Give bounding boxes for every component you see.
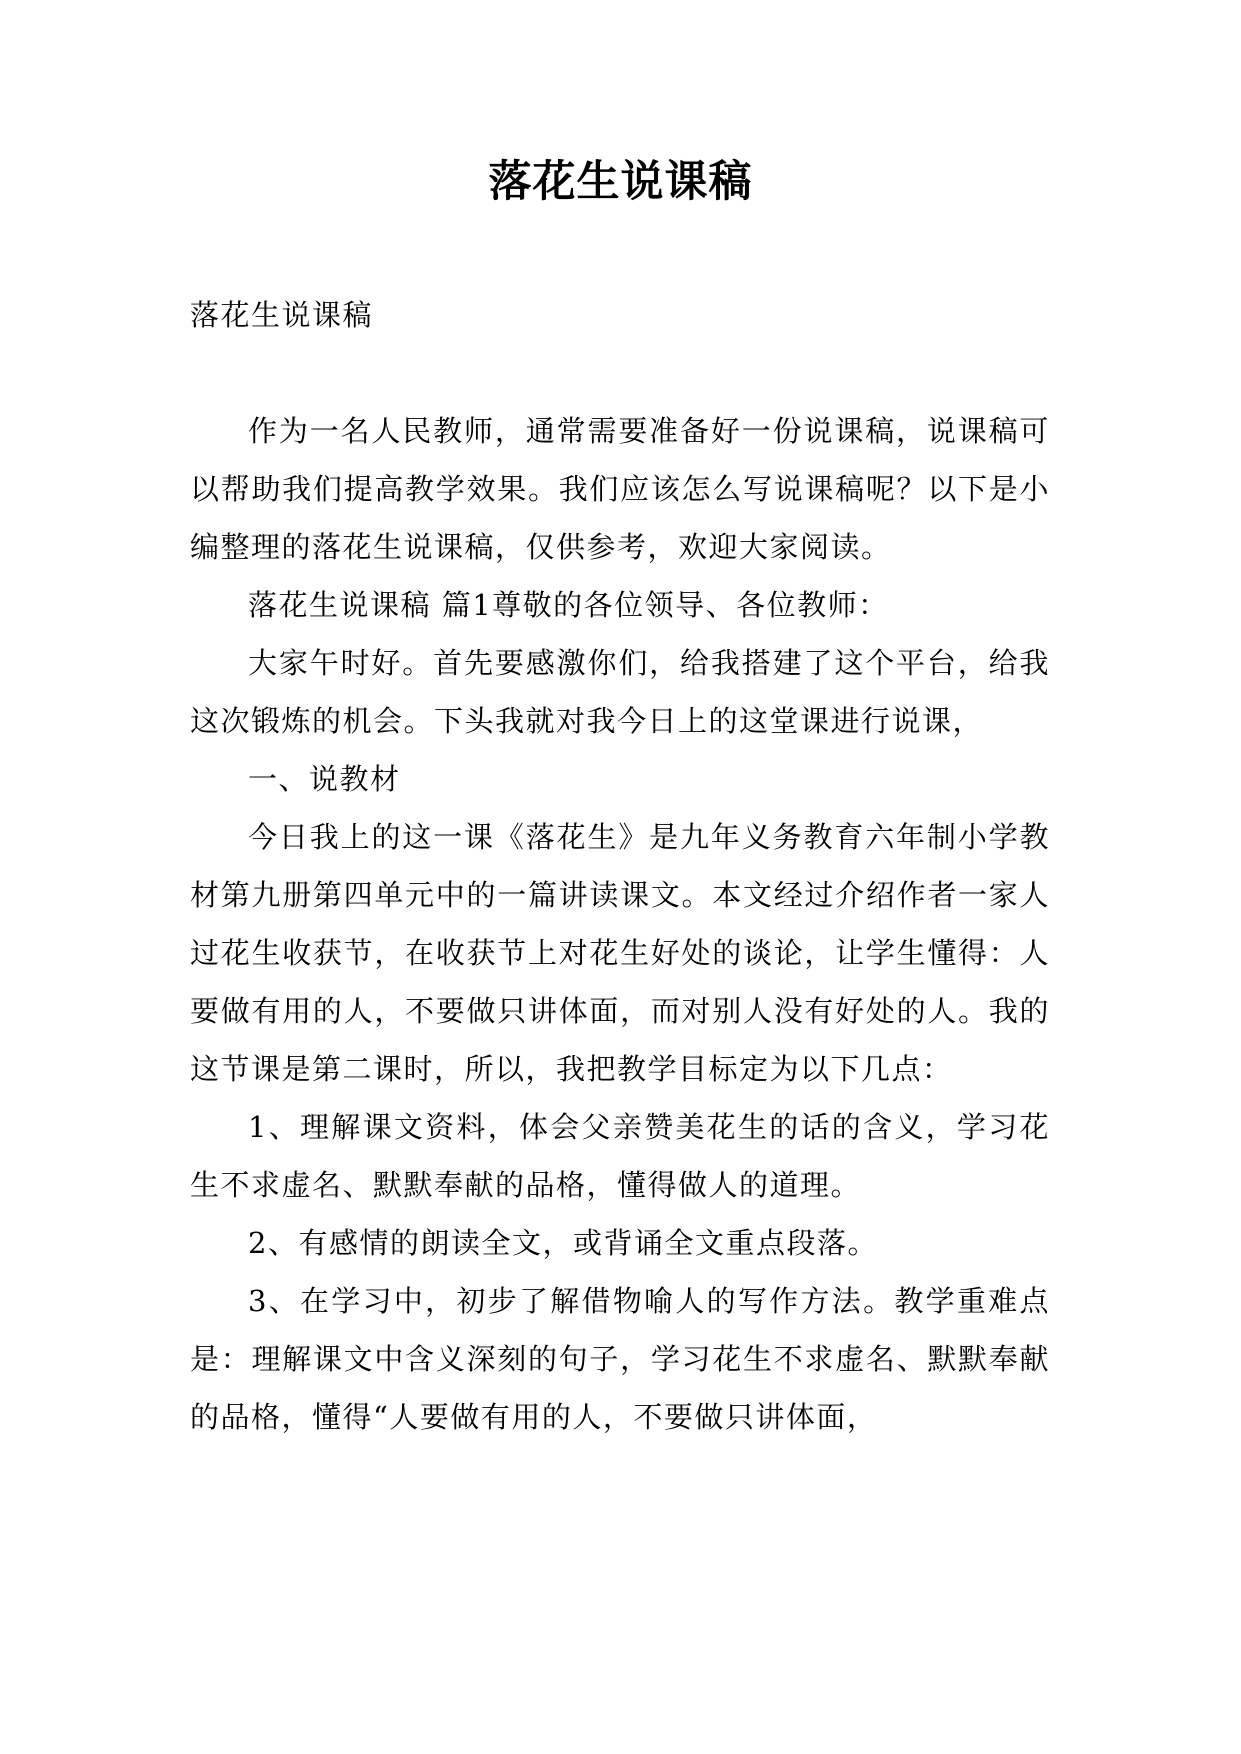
document-body [190, 402, 1050, 1446]
paragraph-opening: 大家午时好。首先要感激你们，给我搭建了这个平台，给我这次锻炼的机会。下头我就对我今日上的这堂课进行说课， [190, 646, 1050, 738]
goal-item-2: 2、有感情的朗读全文，或背诵全文重点段落。 [248, 1226, 878, 1260]
section-heading: 一、说教材 [248, 762, 401, 796]
paragraph-intro: 作为一名人民教师，通常需要准备好一份说课稿，说课稿可以帮助我们提高教学效果。我们应该怎么写说课稿呢？以下是小编整理的落花生说课稿，仅供参考，欢迎大家阅读。 [190, 414, 1050, 564]
document-subtitle: 落花生说课稿 [190, 298, 374, 332]
goal-item-1: 1、理解课文资料，体会父亲赞美花生的话的含义，学习花生不求虚名、默默奉献的品格，懂得做人的道理。 [190, 1110, 1050, 1202]
paragraph-material: 今日我上的这一课《落花生》是九年义务教育六年制小学教材第九册第四单元中的一篇讲读课文。本文经过介绍作者一家人过花生收获节，在收获节上对花生好处的谈论，让学生懂得：人要做有用的人，不要做只讲体面，而对别人没有好处的人。我的这节课是第二课时，所以，我把教学目标定为以下几点： [190, 820, 1050, 1086]
document-title: 落花生说课稿 [488, 157, 753, 207]
goal-item-3: 3、在学习中，初步了解借物喻人的写作方法。教学重难点是：理解课文中含义深刻的句子，学习花生不求虚名、默默奉献的品格，懂得“人要做有用的人，不要做只讲体面， [190, 1284, 1050, 1434]
paragraph-greeting: 落花生说课稿 篇1尊敬的各位领导、各位教师： [248, 588, 889, 622]
